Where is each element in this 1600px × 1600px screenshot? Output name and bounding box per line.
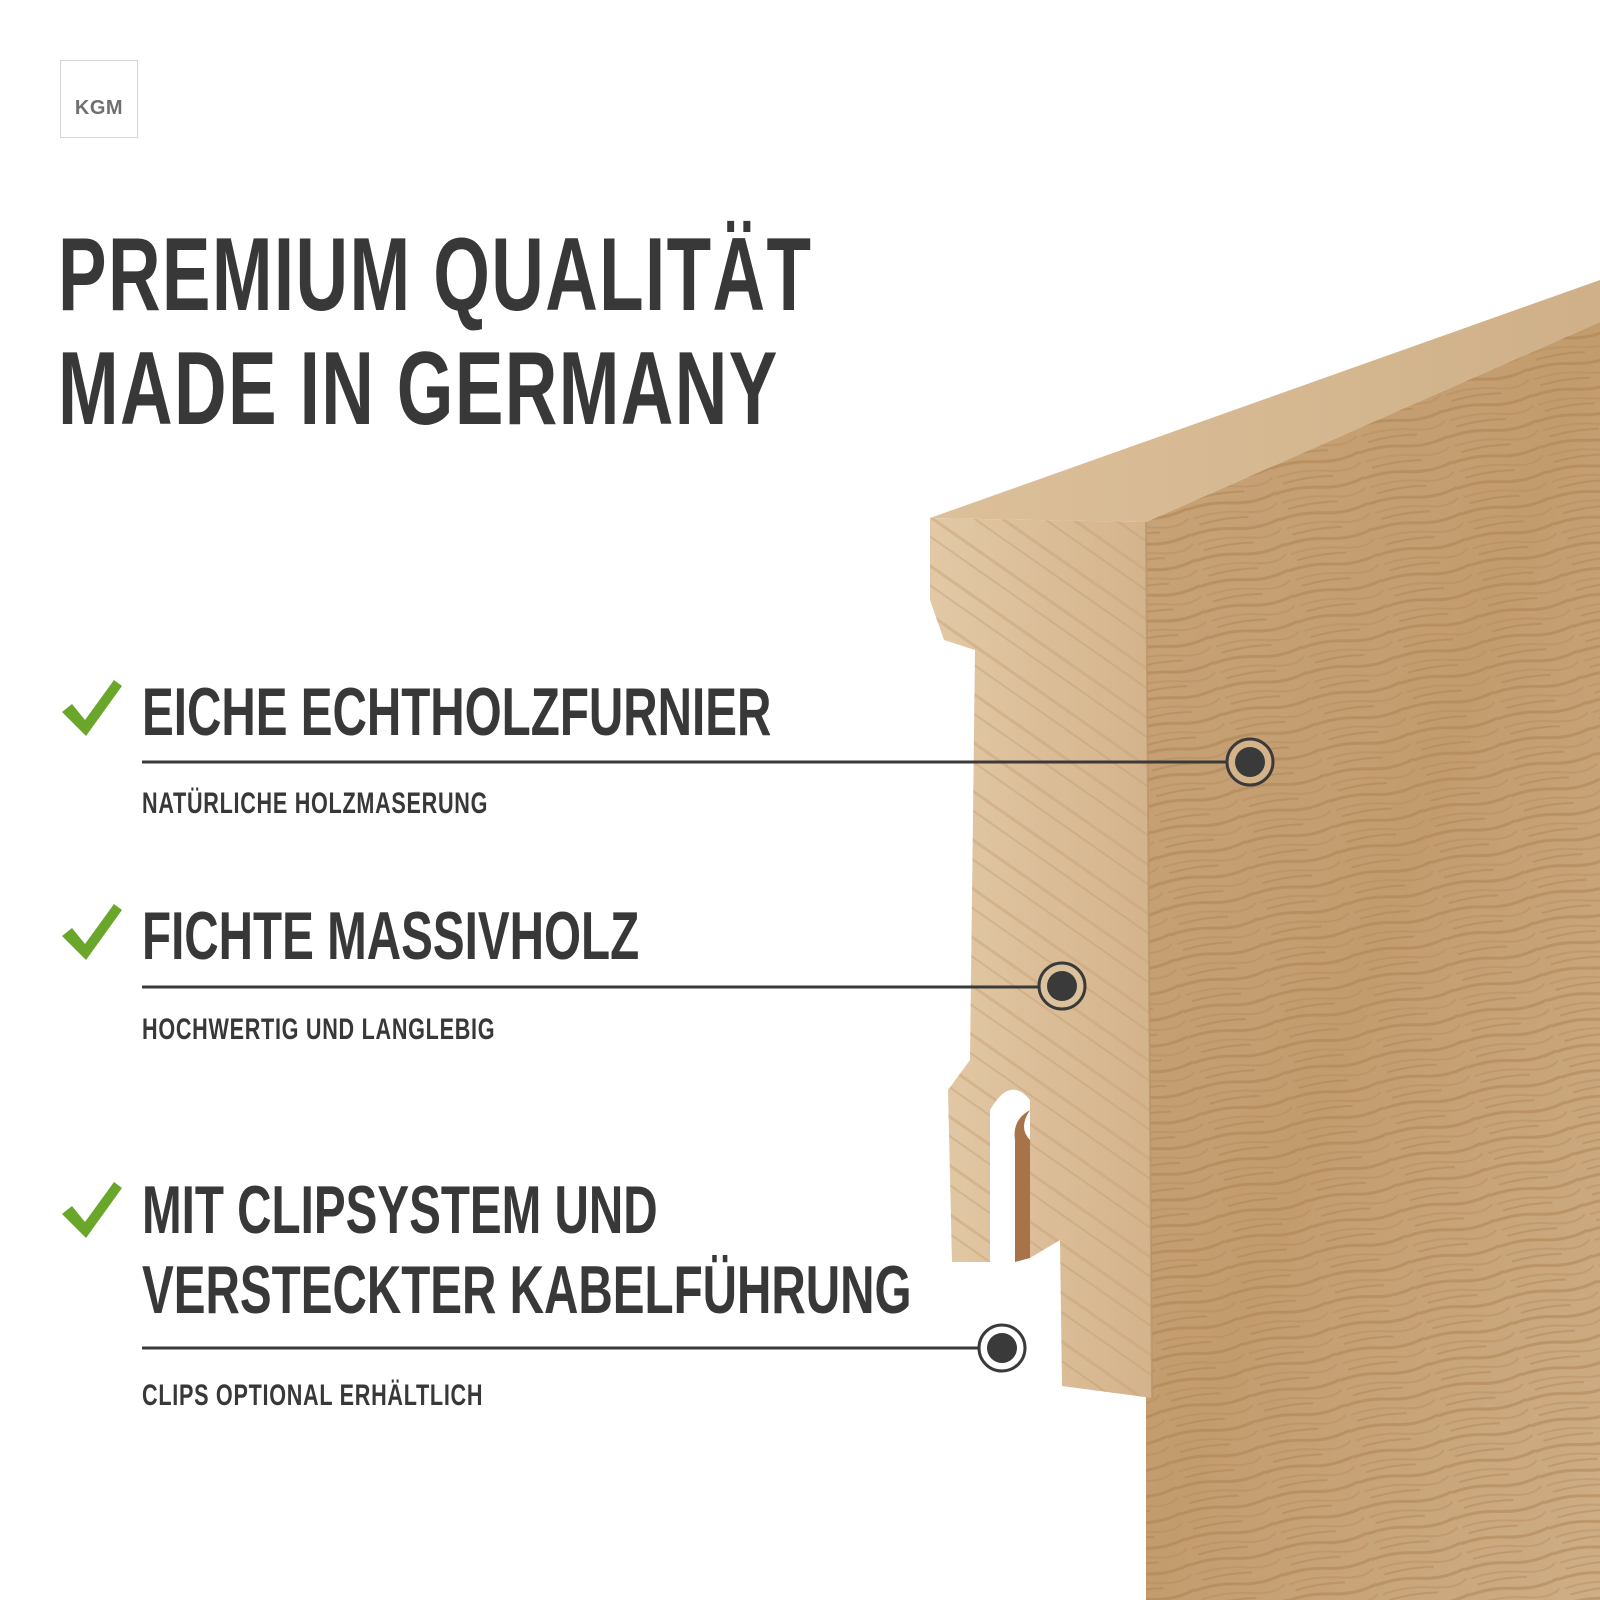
brand-logo-text: KGM — [74, 97, 124, 119]
target-dot-icon — [1039, 963, 1085, 1009]
feature-subtitle-2: HOCHWERTIG UND LANGLEBIG — [142, 1013, 496, 1046]
feature-title-3-line-1: MIT CLIPSYSTEM UND — [142, 1172, 658, 1248]
feature-title-2: FICHTE MASSIVHOLZ — [142, 898, 640, 974]
feature-subtitle-1: NATÜRLICHE HOLZMASERUNG — [142, 787, 489, 820]
target-dot-icon — [979, 1325, 1025, 1371]
checkmark-icon — [58, 1176, 124, 1242]
feature-subtitle-3: CLIPS OPTIONAL ERHÄLTLICH — [142, 1379, 484, 1412]
checkmark-icon — [58, 674, 124, 740]
feature-title-3-line-2: VERSTECKTER KABELFÜHRUNG — [142, 1252, 912, 1328]
feature-title-1: EICHE ECHTHOLZFURNIER — [142, 674, 772, 750]
target-dot-icon — [1227, 739, 1273, 785]
headline-line-1: PREMIUM QUALITÄT — [58, 217, 813, 333]
checkmark-icon — [58, 898, 124, 964]
headline-line-2: MADE IN GERMANY — [58, 331, 779, 447]
